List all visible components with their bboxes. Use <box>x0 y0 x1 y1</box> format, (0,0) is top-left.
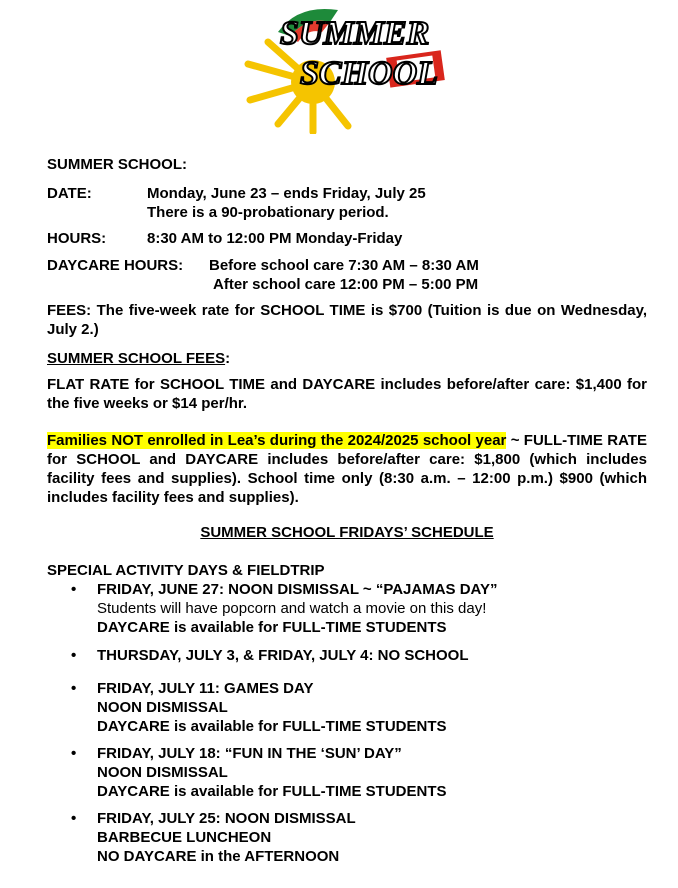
item-line: NO DAYCARE in the AFTERNOON <box>97 848 340 865</box>
list-item <box>47 580 647 637</box>
item-line: DAYCARE is available for FULL-TIME STUDENTS <box>97 718 447 735</box>
bullet-icon: • <box>71 745 77 762</box>
daycare-after: After school care 12:00 PM – 5:00 PM <box>213 276 479 293</box>
sun-logo-graphic <box>238 2 453 134</box>
list-item <box>47 646 647 665</box>
hours-value: 8:30 AM to 12:00 PM Monday-Friday <box>147 230 403 247</box>
list-item <box>47 679 647 736</box>
date-label: DATE: <box>47 185 92 202</box>
list-item <box>47 744 647 801</box>
fees-paragraph: FEES: The five-week rate for SCHOOL TIME is $700 (Tuition is due on Wednesday, July 2.) <box>47 302 647 338</box>
document-body <box>47 155 647 866</box>
daycare-before: Before school care 7:30 AM – 8:30 AM <box>209 257 479 274</box>
item-line: FRIDAY, JUNE 27: NOON DISMISSAL ~ “PAJAMAS DAY” <box>97 581 498 598</box>
item-line: THURSDAY, JULY 3, & FRIDAY, JULY 4: NO SCHOOL <box>97 647 469 664</box>
summer-school-logo <box>238 2 453 134</box>
logo-line2: SCHOOL <box>300 55 438 92</box>
summer-school-heading: SUMMER SCHOOL: <box>47 156 187 173</box>
fees-heading-colon: : <box>225 350 231 367</box>
item-line: BARBECUE LUNCHEON <box>97 829 272 846</box>
item-line: FRIDAY, JULY 25: NOON DISMISSAL <box>97 810 356 827</box>
item-line: FRIDAY, JULY 11: GAMES DAY <box>97 680 314 697</box>
flat-rate-paragraph: FLAT RATE for SCHOOL TIME and DAYCARE includes before/after care: $1,400 for the five weeks or $14 per/hr. <box>47 376 647 412</box>
daycare-label: DAYCARE HOURS: <box>47 257 184 274</box>
item-line: DAYCARE is available for FULL-TIME STUDENTS <box>97 619 447 636</box>
hours-label: HOURS: <box>47 230 107 247</box>
date-value: Monday, June 23 – ends Friday, July 25 <box>147 185 426 202</box>
fees-heading-line <box>47 349 647 368</box>
item-line: FRIDAY, JULY 18: “FUN IN THE ‘SUN’ DAY” <box>97 745 402 762</box>
bullet-icon: • <box>71 581 77 598</box>
item-line: NOON DISMISSAL <box>97 764 228 781</box>
special-activity-title: SPECIAL ACTIVITY DAYS & FIELDTRIP <box>47 562 325 579</box>
bullet-icon: • <box>71 680 77 697</box>
list-item <box>47 809 647 866</box>
item-line: NOON DISMISSAL <box>97 699 228 716</box>
bullet-icon: • <box>71 647 77 664</box>
date-note: There is a 90-probationary period. <box>147 204 389 221</box>
date-row <box>47 184 647 222</box>
hours-row <box>47 229 647 248</box>
logo-line1: SUMMER <box>280 15 430 52</box>
daycare-row <box>47 256 647 294</box>
families-paragraph <box>47 431 647 507</box>
item-line: DAYCARE is available for FULL-TIME STUDENTS <box>97 783 447 800</box>
bullet-icon: • <box>71 810 77 827</box>
families-rest: ~ FULL-TIME RATE for SCHOOL and DAYCARE includes before/after care: $1,800 (which includes facility fees and supplies). School time only (8:30 a.m. – 12:00 p.m.) $900 (which includes facility fees and supplies). <box>47 432 647 506</box>
schedule-list <box>47 580 647 866</box>
families-highlight: Families NOT enrolled in Lea’s during the 2024/2025 school year <box>47 432 507 449</box>
item-line: Students will have popcorn and watch a movie on this day! <box>97 600 487 617</box>
fees-heading: SUMMER SCHOOL FEES <box>47 350 226 367</box>
schedule-title: SUMMER SCHOOL FRIDAYS’ SCHEDULE <box>200 524 494 541</box>
